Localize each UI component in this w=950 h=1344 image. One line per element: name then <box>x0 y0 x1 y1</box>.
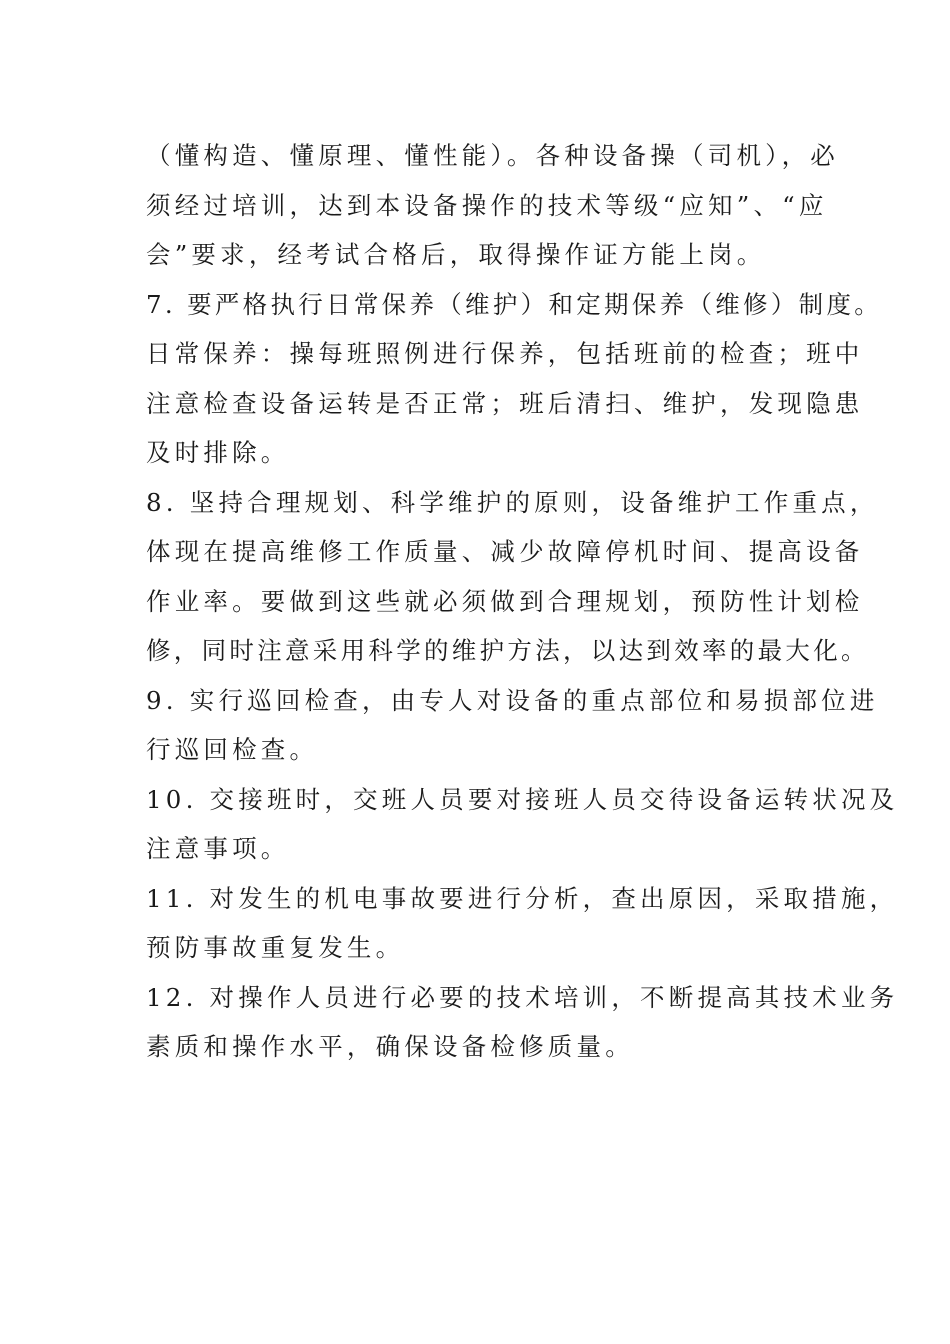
text-line: 注意事项。 <box>146 834 290 863</box>
text-line: 及时排除。 <box>146 438 290 467</box>
text-line: 11. 对发生的机电事故要进行分析，查出原因，采取措施， <box>146 883 899 913</box>
text-line: 7. 要严格执行日常保养（维护）和定期保养（维修）制度。 <box>146 289 883 319</box>
text-line: 8. 坚持合理规划、科学维护的原则，设备维护工作重点， <box>146 487 879 517</box>
text-line: （懂构造、懂原理、懂性能）。各种设备操（司机），必 <box>146 141 839 170</box>
text-line: 预防事故重复发生。 <box>146 933 405 962</box>
text-line: 10. 交接班时，交班人员要对接班人员交待设备运转状况及 <box>146 784 899 814</box>
text-line: 9. 实行巡回检查，由专人对设备的重点部位和易损部位进 <box>146 685 879 715</box>
text-line: 体现在提高维修工作质量、减少故障停机时间、提高设备 <box>146 537 864 566</box>
document-body <box>146 131 899 1072</box>
text-line: 12. 对操作人员进行必要的技术培训，不断提高其技术业务 <box>146 982 899 1012</box>
text-line: 素质和操作水平，确保设备检修质量。 <box>146 1032 634 1061</box>
text-line: 修，同时注意采用科学的维护方法，以达到效率的最大化。 <box>146 636 869 665</box>
text-line: 日常保养：操每班照例进行保养，包括班前的检查；班中 <box>146 339 864 368</box>
text-line: 会”要求，经考试合格后，取得操作证方能上岗。 <box>146 240 766 269</box>
text-line: 行巡回检查。 <box>146 735 319 764</box>
text-line: 作业率。要做到这些就必须做到合理规划，预防性计划检 <box>146 586 864 616</box>
text-line: 注意检查设备运转是否正常；班后清扫、维护，发现隐患 <box>146 388 864 418</box>
text-line: 须经过培训，达到本设备操作的技术等级“应知”、“应 <box>146 190 828 220</box>
